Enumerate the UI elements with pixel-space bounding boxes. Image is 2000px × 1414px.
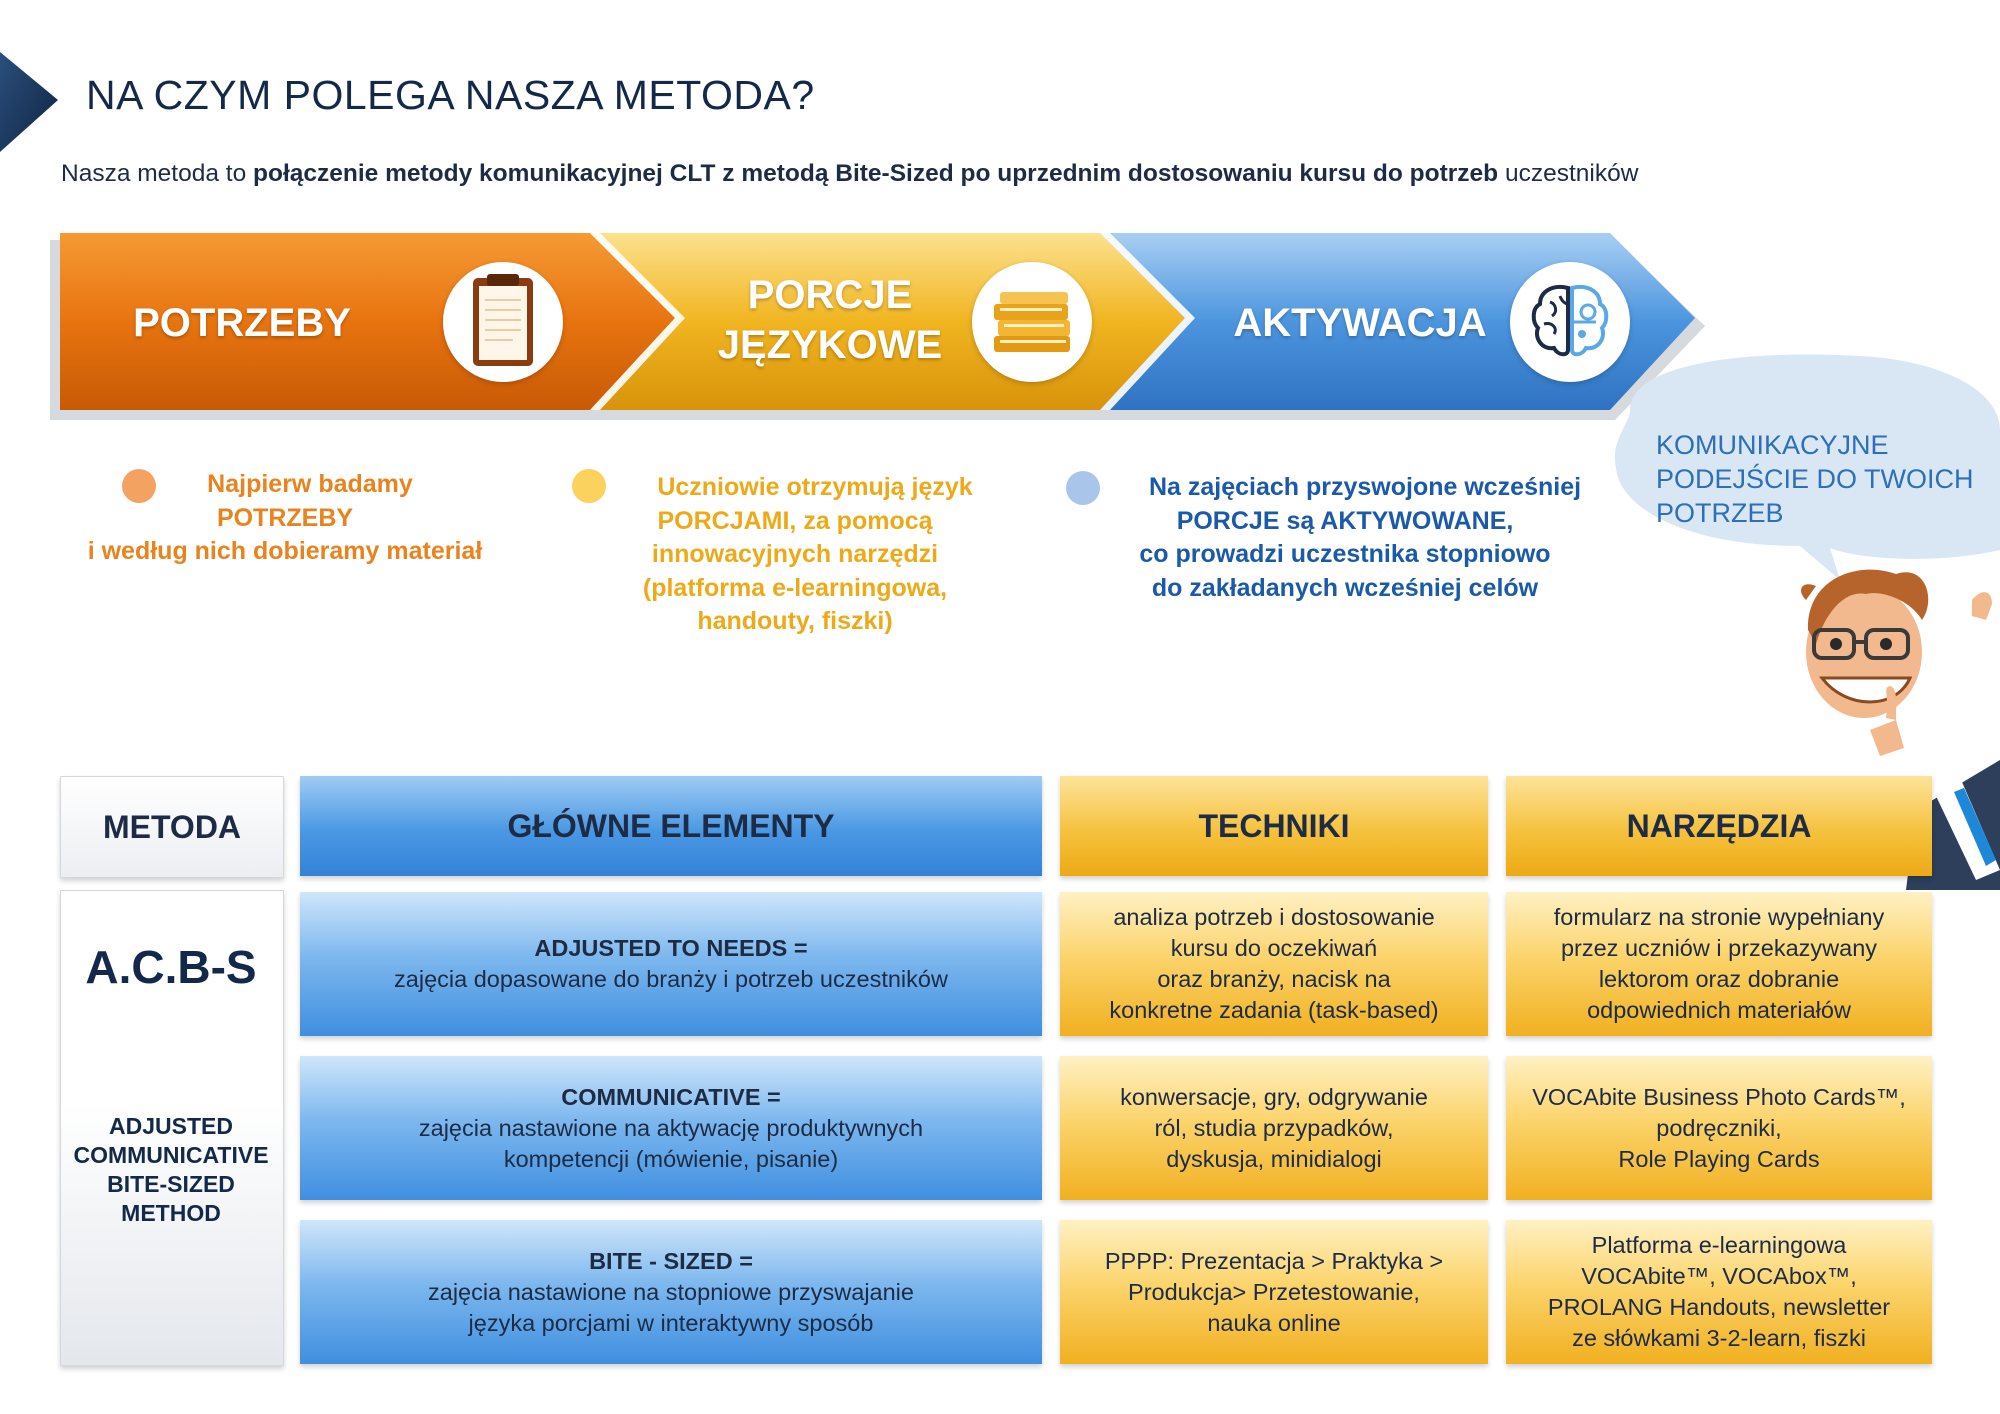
header-techniques: TECHNIKI (1060, 776, 1488, 876)
element-bite-sized: BITE - SIZED = zajęcia nastawione na stopniowe przyswajanie języka porcjami w interaktywny sposób (300, 1220, 1042, 1364)
header-tools: NARZĘDZIA (1506, 776, 1932, 876)
method-abbreviation: A.C.B-S (85, 941, 257, 993)
desc-needs: Najpierw badamy POTRZEBY i według nich dobieramy materiał (87, 470, 483, 565)
tool-adjusted: formularz na stronie wypełniany przez uczniów i przekazywany lektorom oraz dobranie odpowiednich materiałów (1506, 892, 1932, 1036)
intro-prefix: Nasza metoda to (61, 160, 254, 187)
desc-portions: Uczniowie otrzymują język PORCJAMI, za pomocą innowacyjnych narzędzi (platforma e-learningowa, handouty, fiszki) (642, 473, 973, 635)
page-title: NA CZYM POLEGA NASZA METODA? (86, 72, 815, 118)
stage-label-2: PORCJE JĘZYKOWE (717, 273, 943, 367)
technique-communicative: konwersacje, gry, odgrywanie ról, studia przypadków, dyskusja, minidialogi (1060, 1056, 1488, 1200)
method-full-name: ADJUSTED COMMUNICATIVE BITE-SIZED METHOD (73, 1113, 269, 1226)
header-elements: GŁÓWNE ELEMENTY (300, 776, 1042, 876)
stage-icon-1 (443, 262, 563, 382)
desc-activation: Na zajęciach przyswojone wcześniej PORCJE są AKTYWOWANE, co prowadzi uczestnika stopniowo do zakładanych wcześniej celów (1139, 473, 1582, 602)
technique-adjusted: analiza potrzeb i dostosowanie kursu do oczekiwań oraz branży, nacisk na konkretne zadania (task-based) (1060, 892, 1488, 1036)
stage-label-1: POTRZEBY (133, 301, 351, 345)
books-icon (972, 262, 1092, 382)
element-communicative: COMMUNICATIVE = zajęcia nastawione na aktywację produktywnych kompetencji (mówienie, pisanie) (300, 1056, 1042, 1200)
intro-suffix: uczestników (1498, 160, 1639, 187)
stage-icon-2 (972, 262, 1092, 382)
technique-bite-sized: PPPP: Prezentacja > Praktyka > Produkcja> Przetestowanie, nauka online (1060, 1220, 1488, 1364)
stage-label-3: AKTYWACJA (1233, 301, 1487, 345)
clipboard-icon (443, 262, 563, 382)
corner-arrow-icon (0, 52, 62, 172)
tool-bite-sized: Platforma e-learningowa VOCAbite™, VOCAbox™, PROLANG Handouts, newsletter ze słówkami 3-2-learn, fiszki (1506, 1220, 1932, 1364)
header-method: METODA (60, 776, 284, 878)
intro-bold: połączenie metody komunikacyjnej CLT z metodą Bite-Sized po uprzednim dostosowaniu kursu do potrzeb (253, 160, 1499, 187)
tool-communicative: VOCAbite Business Photo Cards™, podręczniki, Role Playing Cards (1506, 1056, 1932, 1200)
bubble-text: KOMUNIKACYJNE PODEJŚCIE DO TWOICH POTRZEB (1656, 430, 1974, 528)
element-adjusted: ADJUSTED TO NEEDS = zajęcia dopasowane do branży i potrzeb uczestników (300, 892, 1042, 1036)
intro-text (61, 160, 1638, 188)
